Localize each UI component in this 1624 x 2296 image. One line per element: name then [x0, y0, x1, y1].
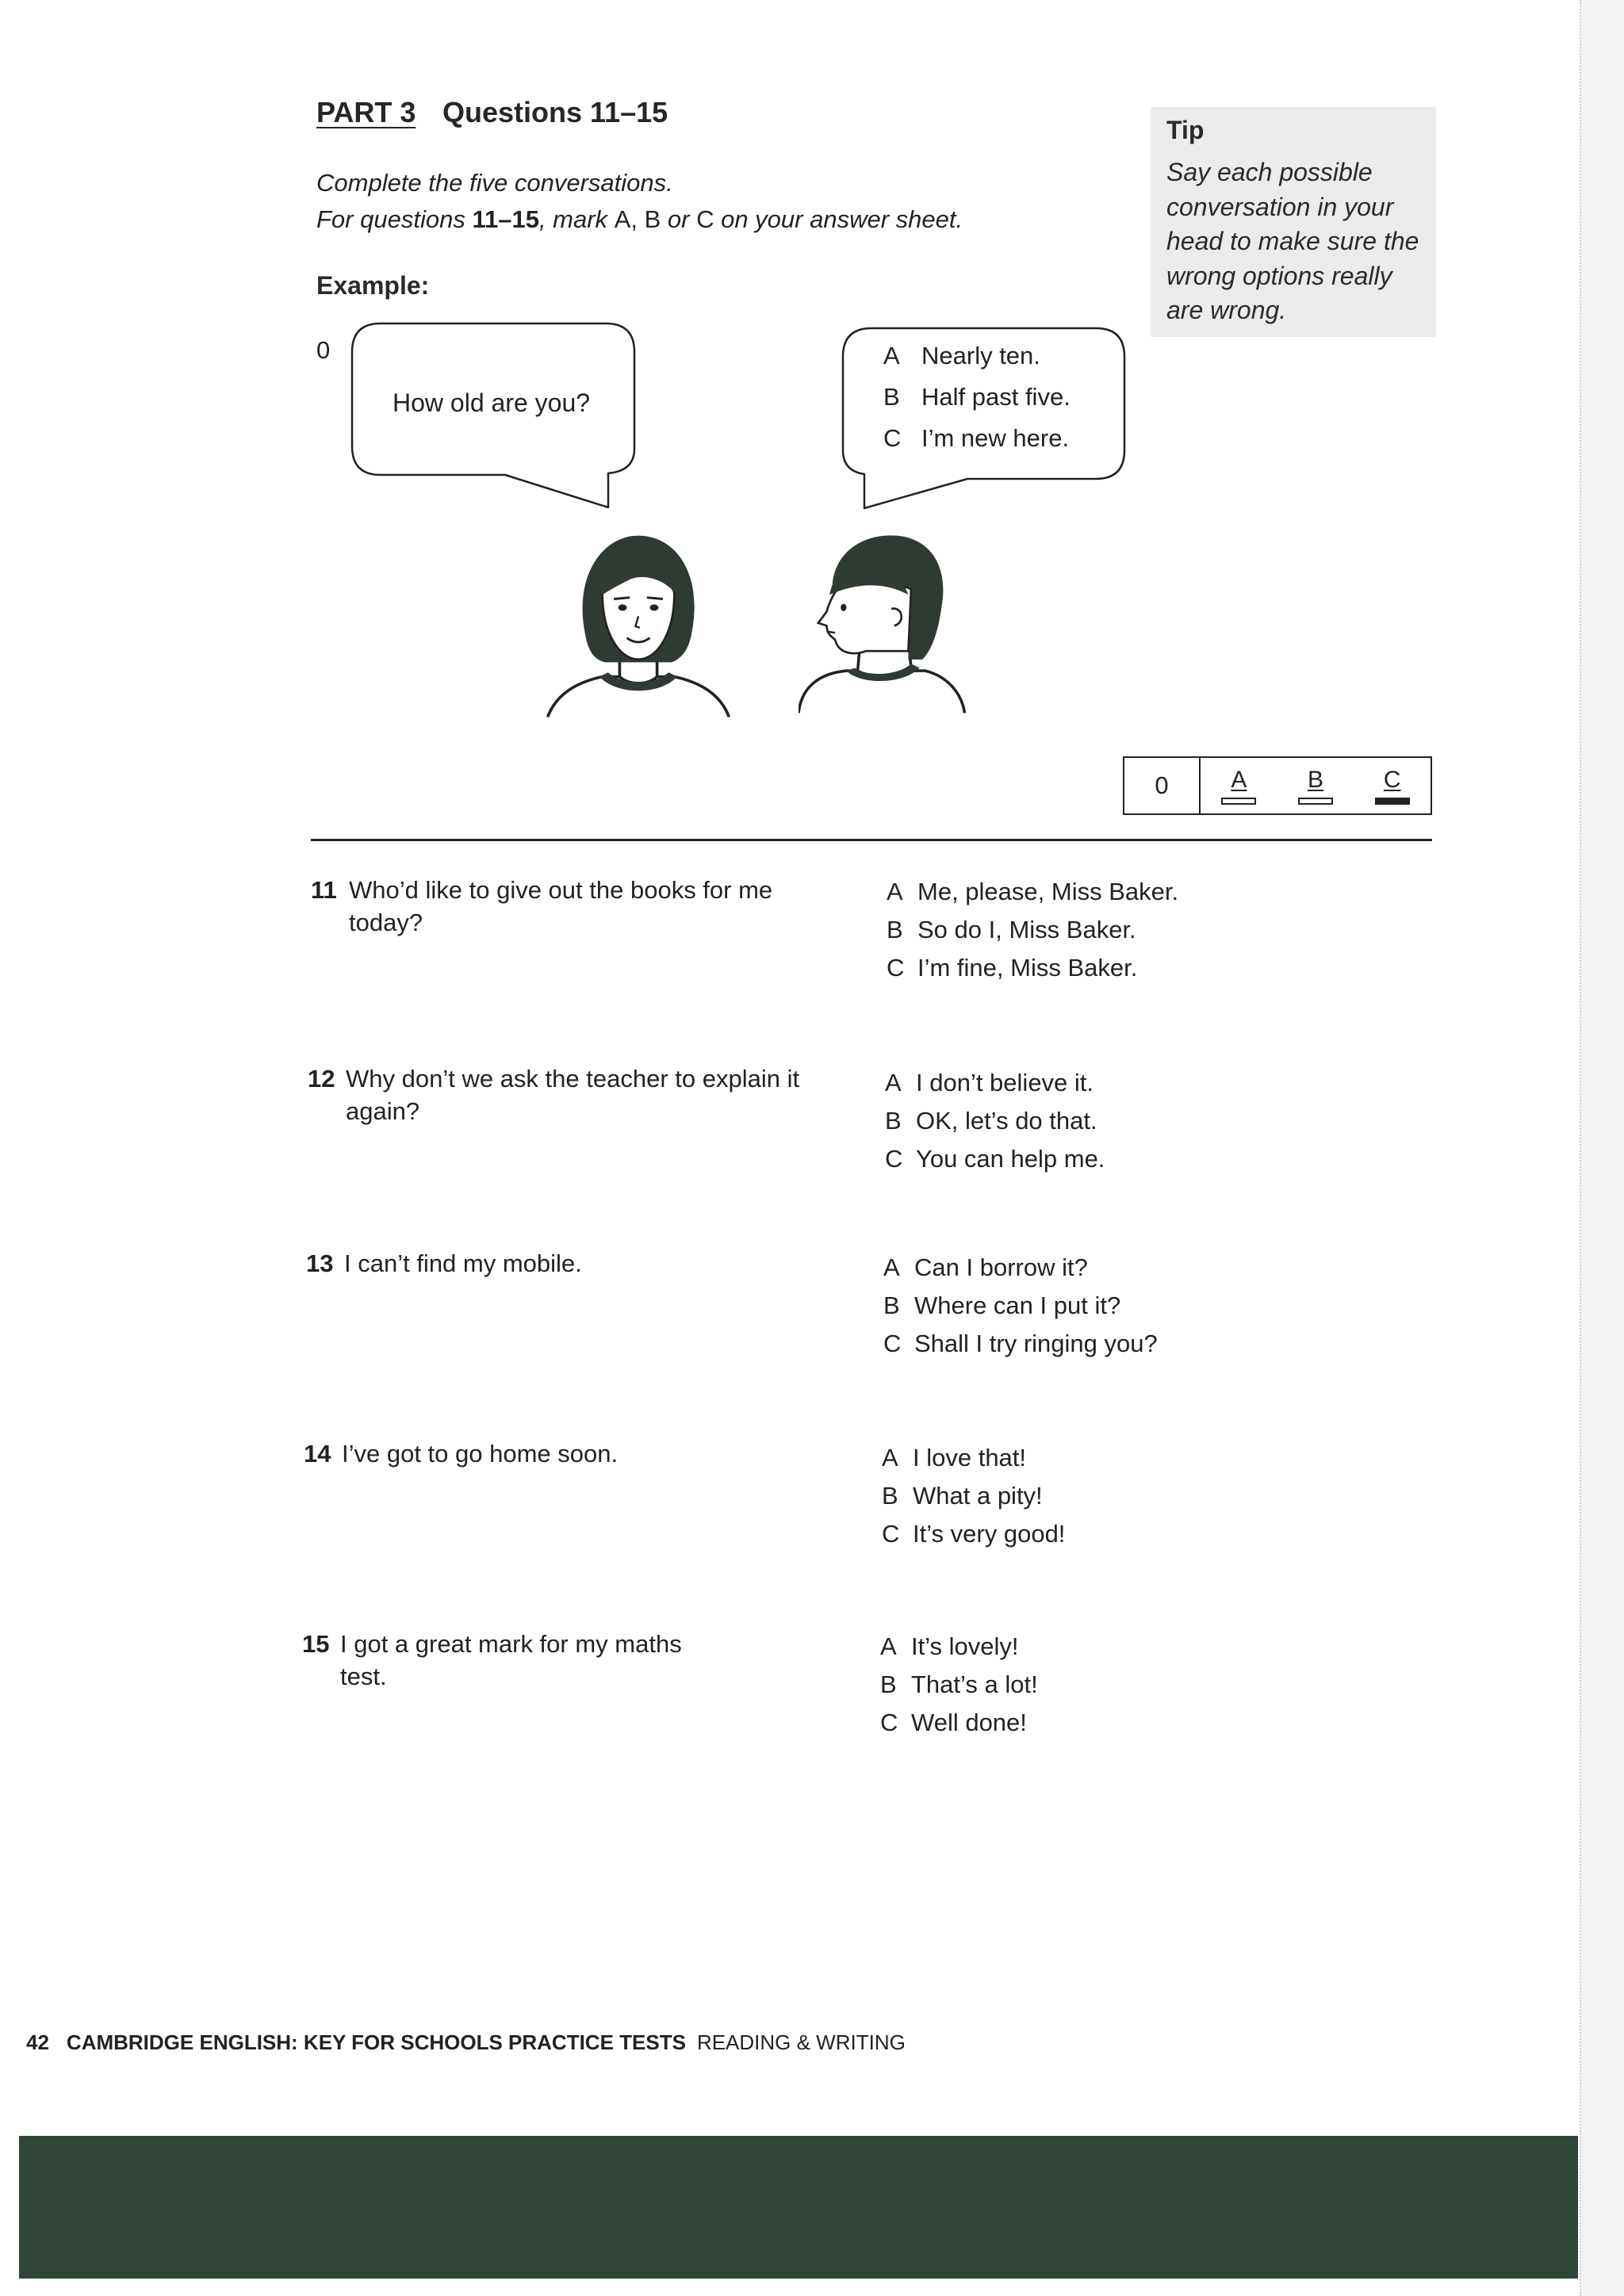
- example-option-a: [883, 335, 1071, 377]
- part-label: PART 3: [316, 96, 416, 128]
- option-b: [887, 911, 1178, 949]
- tip-line: wrong options really: [1166, 261, 1392, 290]
- question-number: 11: [311, 876, 337, 904]
- instruction-segment: , mark: [538, 205, 615, 233]
- boy-profile-icon: [799, 533, 967, 716]
- instruction-segment: or: [661, 205, 697, 233]
- option-text: I’m new here.: [921, 424, 1070, 452]
- question-line: today?: [349, 909, 423, 936]
- example-options: [883, 335, 1071, 459]
- girl-portrait-icon: [545, 533, 732, 720]
- option-c: [883, 1325, 1158, 1363]
- answer-sheet-number: 0: [1124, 758, 1201, 813]
- option-letter: C: [887, 954, 905, 982]
- instruction-segment: on your answer sheet.: [714, 205, 963, 233]
- option-b: [882, 1477, 1065, 1515]
- book-series: CAMBRIDGE ENGLISH: KEY FOR SCHOOLS PRACTICE TESTS: [66, 2030, 686, 2054]
- answer-option-b: [1277, 758, 1354, 813]
- instruction-letter: C: [696, 205, 714, 233]
- answer-lozenge: [1298, 798, 1333, 805]
- tip-line: are wrong.: [1166, 296, 1287, 324]
- question-line: again?: [346, 1097, 420, 1125]
- tip-box: [1151, 107, 1436, 337]
- question-14: [304, 1437, 618, 1470]
- answer-option-a: [1201, 758, 1277, 813]
- option-letter: A: [885, 1069, 902, 1096]
- option-letter: B: [882, 1482, 898, 1510]
- question-text: [346, 1062, 799, 1127]
- option-c: [885, 1140, 1105, 1178]
- option-a: [880, 1628, 1038, 1666]
- instruction-letter: A: [614, 205, 631, 233]
- example-option-c: [883, 418, 1071, 459]
- option-text: It’s lovely!: [911, 1632, 1019, 1660]
- question-number: 12: [308, 1065, 335, 1093]
- option-letter: A: [882, 1444, 898, 1471]
- tip-line: head to make sure the: [1166, 227, 1419, 255]
- question-number: 14: [304, 1440, 331, 1468]
- answer-option-c: [1354, 758, 1431, 813]
- question-line: I got a great mark for my maths: [340, 1630, 682, 1658]
- question-number: 15: [302, 1630, 330, 1658]
- question-line: I can’t find my mobile.: [344, 1249, 582, 1277]
- option-text: I love that!: [913, 1444, 1027, 1471]
- book-section: READING & WRITING: [696, 2030, 906, 2054]
- option-letter: C: [882, 1520, 900, 1548]
- option-letter: B: [883, 383, 900, 411]
- question-line: Why don’t we ask the teacher to explain it: [346, 1065, 800, 1093]
- instructions: [316, 165, 963, 238]
- option-letter: C: [880, 1709, 898, 1736]
- option-text: OK, let’s do that.: [916, 1107, 1097, 1135]
- option-text: You can help me.: [916, 1145, 1105, 1173]
- option-text: Me, please, Miss Baker.: [917, 878, 1179, 905]
- option-text: Nearly ten.: [921, 342, 1040, 369]
- option-a: [885, 1064, 1105, 1102]
- page-footer: [26, 2028, 906, 2057]
- option-text: Half past five.: [921, 383, 1071, 411]
- instruction-segment: For questions: [316, 205, 473, 233]
- tip-text: [1166, 155, 1419, 328]
- option-a: [887, 873, 1178, 911]
- page-title: Questions 11–15: [442, 96, 668, 128]
- question-line: Who’d like to give out the books for me: [349, 876, 773, 904]
- answer-letter: A: [1231, 766, 1247, 793]
- option-b: [880, 1666, 1038, 1704]
- option-a: [883, 1249, 1158, 1287]
- tip-title: Tip: [1166, 116, 1205, 144]
- option-text: I’m fine, Miss Baker.: [917, 954, 1138, 982]
- example-label: Example:: [316, 271, 430, 300]
- option-letter: B: [887, 916, 903, 943]
- option-letter: A: [883, 1253, 900, 1281]
- option-a: [882, 1439, 1065, 1477]
- options-11: [887, 873, 1178, 987]
- question-line: test.: [340, 1663, 387, 1690]
- section-divider: [311, 839, 1432, 841]
- instruction-segment: ,: [630, 205, 645, 233]
- tip-line: conversation in your: [1166, 192, 1394, 221]
- question-15: [302, 1628, 682, 1693]
- option-text: So do I, Miss Baker.: [917, 916, 1136, 943]
- question-text: [349, 874, 772, 939]
- answer-letter: C: [1383, 766, 1401, 793]
- question-text: [340, 1628, 682, 1693]
- options-14: [882, 1439, 1065, 1553]
- options-12: [885, 1064, 1105, 1178]
- question-11: [311, 874, 772, 939]
- instruction-line-1: Complete the five conversations.: [316, 169, 673, 197]
- answer-letter: B: [1308, 766, 1324, 793]
- tip-line: Say each possible: [1166, 158, 1373, 186]
- option-text: Where can I put it?: [914, 1292, 1121, 1319]
- example-number: 0: [316, 336, 331, 364]
- question-number: 13: [306, 1249, 334, 1277]
- option-letter: C: [885, 1145, 903, 1173]
- option-letter: A: [887, 878, 903, 905]
- option-text: I don’t believe it.: [916, 1069, 1094, 1096]
- answer-sheet-example: [1123, 756, 1432, 815]
- instruction-line-2: [316, 201, 963, 238]
- example-option-b: [883, 377, 1071, 418]
- option-letter: A: [880, 1632, 897, 1660]
- bottom-band: [19, 2136, 1578, 2279]
- page-edge: [1580, 0, 1624, 2296]
- option-text: What a pity!: [913, 1482, 1043, 1510]
- option-text: Shall I try ringing you?: [914, 1330, 1158, 1357]
- option-letter: B: [885, 1107, 902, 1135]
- page-number: 42: [26, 2030, 49, 2054]
- question-12: [308, 1062, 799, 1127]
- question-text: [342, 1437, 618, 1470]
- answer-lozenge: [1375, 798, 1410, 805]
- option-letter: C: [883, 424, 902, 452]
- option-text: That’s a lot!: [911, 1670, 1038, 1698]
- option-c: [887, 949, 1178, 987]
- example-prompt: How old are you?: [393, 388, 591, 417]
- option-letter: A: [883, 342, 900, 369]
- option-b: [883, 1287, 1158, 1325]
- instruction-question-range: 11–15: [472, 205, 539, 233]
- option-b: [885, 1102, 1105, 1140]
- answer-lozenge: [1221, 798, 1256, 805]
- option-letter: B: [880, 1670, 897, 1698]
- option-text: It’s very good!: [913, 1520, 1066, 1548]
- question-text: [344, 1247, 582, 1280]
- question-line: I’ve got to go home soon.: [342, 1440, 619, 1468]
- option-letter: C: [883, 1330, 902, 1357]
- option-text: Can I borrow it?: [914, 1253, 1088, 1281]
- options-15: [880, 1628, 1038, 1742]
- instruction-letter: B: [644, 205, 661, 233]
- option-letter: B: [883, 1292, 900, 1319]
- options-13: [883, 1249, 1158, 1363]
- option-c: [880, 1704, 1038, 1742]
- option-text: Well done!: [911, 1709, 1027, 1736]
- question-13: [306, 1247, 582, 1280]
- option-c: [882, 1515, 1065, 1553]
